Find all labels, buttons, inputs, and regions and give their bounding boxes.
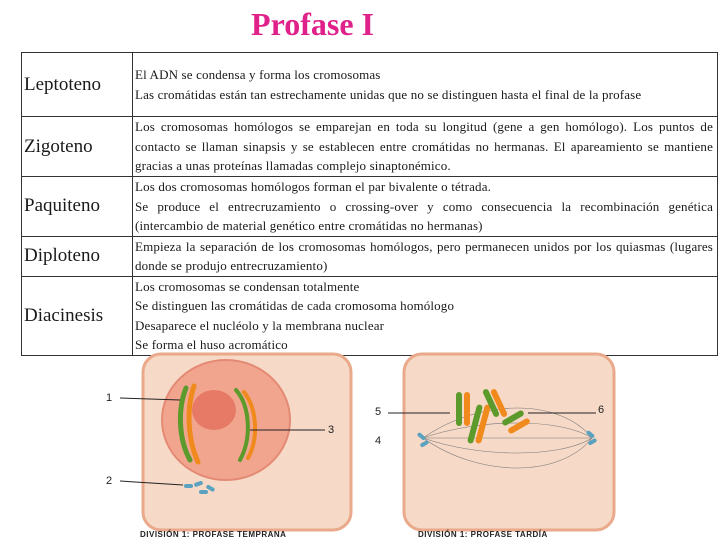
label-2: 2 [106,475,113,487]
description-line: Los cromosomas se condensan totalmente [135,278,360,294]
nucleolus [192,390,236,430]
phase-name: Diacinesis [22,276,133,355]
phases-table [21,52,718,356]
label-4: 4 [375,435,382,447]
prophase-illustration [0,348,720,540]
description-line: Empieza la separación de los cromosomas homólogos, pero permanecen unidos por los quiasmas (lugares donde se produjo entrecruzamiento) [135,238,713,273]
phase-description [133,276,718,355]
late-prophase-caption: DIVISIÓN 1: PROFASE TARDÍA [418,530,548,539]
label-5: 5 [375,406,382,418]
phase-description [133,117,718,177]
phase-name: Zigoteno [22,117,133,177]
description-line: Los cromosomas homólogos se emparejan en toda su longitud (gene a gen homólogo). Los puntos de contacto se llaman sinapsis y se establecen entre cromátidas no hermanas. El apareamiento se mantiene gracias a unas proteínas llamadas complejo sinaptonémico. [135,119,713,174]
phase-name: Diploteno [22,236,133,276]
description-line: Se distinguen las cromátidas de cada cromosoma homólogo [135,298,455,313]
late-prophase-cell [388,354,614,530]
table-row [22,236,718,276]
description-line: El ADN se condensa y forma los cromosomas [135,67,381,82]
table-row [22,276,718,355]
description-line: Se produce el entrecruzamiento o crossing-over y como consecuencia la recombinación genética (intercambio de material genético entre cromátidas no hermanas) [135,198,713,233]
description-line: Los dos cromosomas homólogos forman el par bivalente o tétrada. [135,179,492,194]
label-6: 6 [598,404,605,416]
description-line: Las cromátidas están tan estrechamente unidas que no se distinguen hasta el final de la profase [135,86,642,102]
phase-description [133,177,718,237]
description-line: Desaparece el nucléolo y la membrana nuclear [135,317,385,333]
table-row [22,117,718,177]
early-prophase-cell [120,354,351,530]
phase-name: Leptoteno [22,53,133,117]
table-row [22,53,718,117]
label-3: 3 [328,424,335,436]
phase-description [133,53,718,117]
early-prophase-caption: DIVISIÓN 1: PROFASE TEMPRANA [140,530,287,539]
page-title: Profase I [251,6,374,42]
cell-diagram [0,348,720,540]
phase-name: Paquiteno [22,177,133,237]
phase-description [133,236,718,276]
label-1: 1 [106,392,113,404]
table-row [22,177,718,237]
description-line: Se forma el huso acromático [135,337,288,352]
